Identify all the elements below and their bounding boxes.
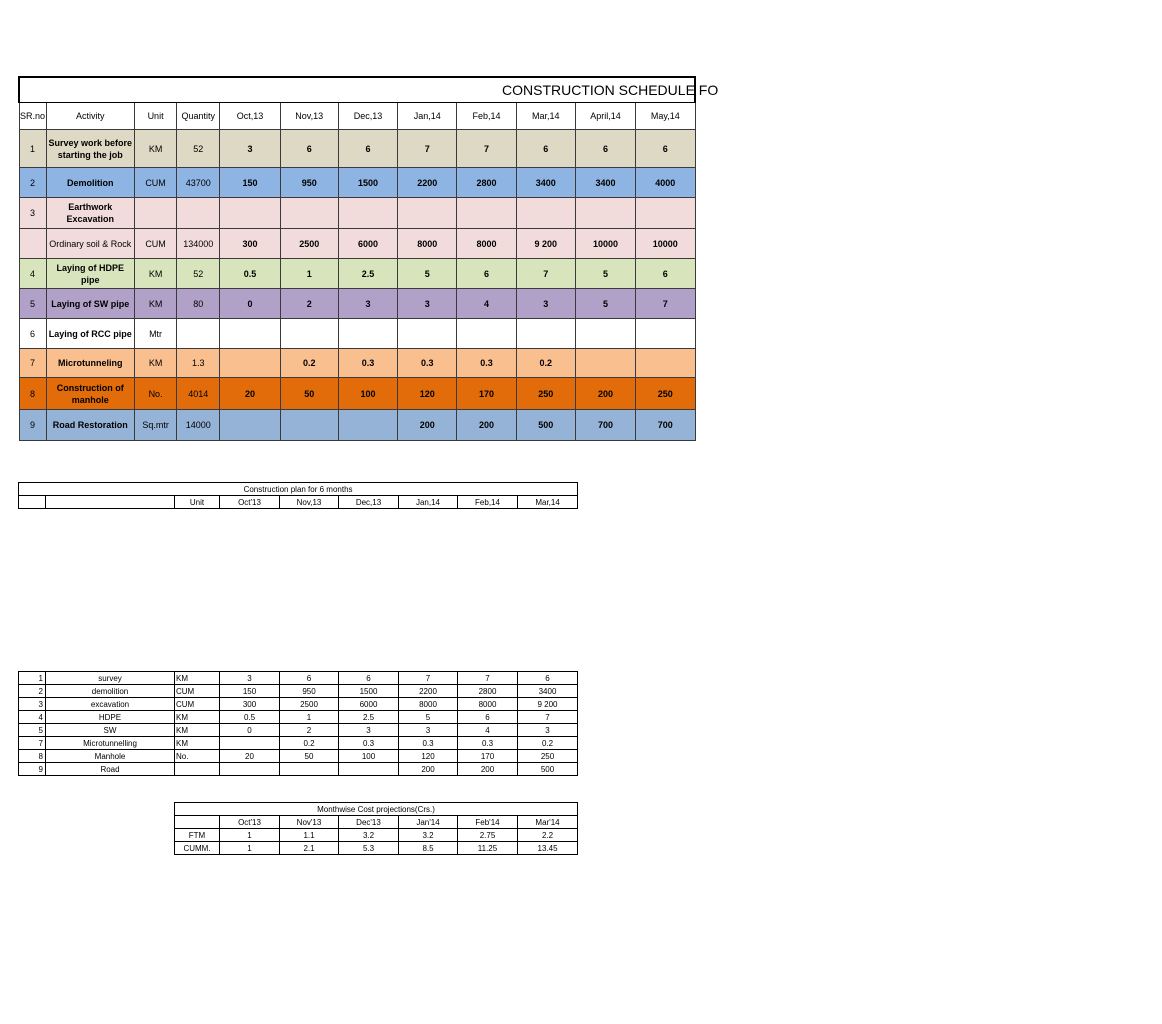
row-month-value: 200 [575,378,635,410]
summary-activity: demolition [46,685,175,698]
row-month-value: 200 [398,410,457,441]
row-quantity: 4014 [177,378,220,410]
summary-value [220,737,280,750]
row-activity: Survey work before starting the job [46,130,134,168]
schedule-row [19,229,695,259]
row-activity: Construction of manhole [46,378,134,410]
row-month-value: 500 [516,410,575,441]
plan-header-month: Dec,13 [339,496,399,509]
row-month-value: 700 [575,410,635,441]
summary-value: 0.5 [220,711,280,724]
row-month-value [575,319,635,349]
summary-value: 8000 [458,698,518,711]
row-month-value [398,198,457,229]
row-month-value: 9 200 [516,229,575,259]
row-month-value: 250 [636,378,695,410]
cost-value: 2.75 [458,829,518,842]
row-unit: CUM [134,168,176,198]
row-quantity: 52 [177,130,220,168]
row-month-value [457,198,516,229]
summary-value: 150 [220,685,280,698]
row-month-value: 6 [280,130,338,168]
row-month-value: 2200 [398,168,457,198]
row-unit: Mtr [134,319,176,349]
cost-projection-table [174,802,578,855]
header-month: Oct,13 [220,103,280,130]
summary-value: 6 [518,672,578,685]
plan-header-month: Nov,13 [280,496,339,509]
schedule-row [19,198,695,229]
row-month-value: 5 [575,289,635,319]
schedule-row [19,289,695,319]
row-month-value: 50 [280,378,338,410]
row-month-value: 2.5 [338,259,397,289]
summary-value: 2200 [399,685,458,698]
summary-value: 3 [399,724,458,737]
header-month: April,14 [575,103,635,130]
cost-value: 2.1 [280,842,339,855]
summary-value: 2 [280,724,339,737]
row-month-value [220,410,280,441]
cost-header-row [175,816,578,829]
row-month-value [338,410,397,441]
summary-index: 2 [19,685,46,698]
summary-value: 200 [399,763,458,776]
summary-index: 9 [19,763,46,776]
cost-value: 13.45 [518,842,578,855]
header-srno: SR.no [19,103,46,130]
summary-unit: KM [175,724,220,737]
summary-value: 8000 [399,698,458,711]
row-unit: KM [134,289,176,319]
summary-index: 8 [19,750,46,763]
row-month-value: 7 [636,289,695,319]
schedule-row [19,349,695,378]
summary-row [19,763,578,776]
row-month-value: 300 [220,229,280,259]
header-unit: Unit [134,103,176,130]
row-month-value: 0.5 [220,259,280,289]
summary-unit: KM [175,672,220,685]
cost-header-month: Jan'14 [399,816,458,829]
row-srno: 8 [19,378,46,410]
row-activity: Laying of SW pipe [46,289,134,319]
row-month-value: 0.3 [338,349,397,378]
summary-value: 6000 [339,698,399,711]
summary-row [19,724,578,737]
row-unit: CUM [134,229,176,259]
row-activity: Demolition [46,168,134,198]
row-month-value [575,198,635,229]
row-srno: 4 [19,259,46,289]
summary-value: 3 [220,672,280,685]
plan-header-row [19,496,578,509]
summary-value: 20 [220,750,280,763]
cost-label: CUMM. [175,842,220,855]
row-srno: 9 [19,410,46,441]
summary-value: 100 [339,750,399,763]
summary-row [19,685,578,698]
summary-value: 50 [280,750,339,763]
summary-value: 200 [458,763,518,776]
summary-value: 0.2 [280,737,339,750]
summary-table [18,671,578,776]
row-month-value: 0.2 [516,349,575,378]
row-unit: KM [134,259,176,289]
row-month-value [636,349,695,378]
row-srno: 2 [19,168,46,198]
summary-value: 2.5 [339,711,399,724]
row-srno: 1 [19,130,46,168]
cost-title: Monthwise Cost projections(Crs.) [175,803,578,816]
plan-header-blank [19,496,46,509]
row-month-value: 1500 [338,168,397,198]
row-month-value: 3 [398,289,457,319]
summary-activity: SW [46,724,175,737]
row-month-value: 4 [457,289,516,319]
cost-value: 1 [220,842,280,855]
row-month-value: 2500 [280,229,338,259]
row-month-value: 100 [338,378,397,410]
row-unit: KM [134,130,176,168]
row-month-value: 0.2 [280,349,338,378]
row-activity: Microtunneling [46,349,134,378]
row-month-value: 3 [516,289,575,319]
row-month-value: 6 [338,130,397,168]
summary-value: 7 [518,711,578,724]
row-month-value: 120 [398,378,457,410]
summary-value: 0.3 [339,737,399,750]
row-srno: 5 [19,289,46,319]
row-month-value: 0 [220,289,280,319]
summary-index: 4 [19,711,46,724]
row-month-value [280,319,338,349]
row-quantity: 134000 [177,229,220,259]
schedule-row [19,319,695,349]
schedule-row [19,130,695,168]
row-month-value: 6 [636,259,695,289]
summary-value: 0.3 [399,737,458,750]
row-month-value: 8000 [398,229,457,259]
row-month-value [280,410,338,441]
row-quantity: 43700 [177,168,220,198]
cost-value: 3.2 [399,829,458,842]
cost-value: 1.1 [280,829,339,842]
row-month-value [338,319,397,349]
summary-value: 5 [399,711,458,724]
summary-value: 170 [458,750,518,763]
cost-value: 2.2 [518,829,578,842]
summary-value [220,763,280,776]
summary-value: 7 [458,672,518,685]
summary-unit: KM [175,711,220,724]
row-month-value: 950 [280,168,338,198]
summary-value: 2800 [458,685,518,698]
row-unit: Sq.mtr [134,410,176,441]
row-month-value: 700 [636,410,695,441]
cost-header-blank [175,816,220,829]
row-month-value: 6 [516,130,575,168]
row-month-value: 7 [398,130,457,168]
summary-value: 6 [458,711,518,724]
summary-value [280,763,339,776]
row-month-value: 10000 [575,229,635,259]
summary-value: 3 [518,724,578,737]
row-quantity: 52 [177,259,220,289]
row-month-value: 170 [457,378,516,410]
row-month-value [636,319,695,349]
row-month-value: 3 [338,289,397,319]
row-month-value [636,198,695,229]
summary-value: 3 [339,724,399,737]
row-activity: Road Restoration [46,410,134,441]
header-activity: Activity [46,103,134,130]
summary-value: 7 [399,672,458,685]
cost-header-month: Mar'14 [518,816,578,829]
plan-header-month: Mar,14 [518,496,578,509]
cost-row [175,842,578,855]
row-month-value [220,349,280,378]
summary-value: 0.2 [518,737,578,750]
row-month-value: 6 [575,130,635,168]
row-month-value: 2800 [457,168,516,198]
plan-header-month: Feb,14 [458,496,518,509]
row-month-value [575,349,635,378]
summary-row [19,711,578,724]
row-month-value: 3400 [516,168,575,198]
row-month-value: 6000 [338,229,397,259]
row-month-value: 6 [457,259,516,289]
row-month-value [220,198,280,229]
schedule-header-row [19,103,695,130]
row-month-value: 150 [220,168,280,198]
summary-value: 6 [280,672,339,685]
row-srno: 6 [19,319,46,349]
row-month-value: 5 [575,259,635,289]
cost-value: 11.25 [458,842,518,855]
cost-row [175,829,578,842]
row-month-value: 3400 [575,168,635,198]
row-quantity: 1.3 [177,349,220,378]
row-month-value: 0.3 [398,349,457,378]
summary-value: 300 [220,698,280,711]
row-activity: Laying of RCC pipe [46,319,134,349]
row-month-value [338,198,397,229]
summary-value: 250 [518,750,578,763]
row-month-value: 250 [516,378,575,410]
row-month-value [516,198,575,229]
summary-row [19,750,578,763]
summary-index: 1 [19,672,46,685]
summary-unit [175,763,220,776]
cost-value: 3.2 [339,829,399,842]
summary-value: 9 200 [518,698,578,711]
row-month-value: 1 [280,259,338,289]
plan-header-blank [46,496,175,509]
summary-value: 1500 [339,685,399,698]
row-unit [134,198,176,229]
plan-header-unit: Unit [175,496,220,509]
plan-header-month: Jan,14 [399,496,458,509]
header-month: Dec,13 [338,103,397,130]
summary-index: 3 [19,698,46,711]
row-quantity: 14000 [177,410,220,441]
row-month-value: 20 [220,378,280,410]
row-month-value [457,319,516,349]
row-quantity [177,198,220,229]
row-month-value [280,198,338,229]
row-activity: Earthwork Excavation [46,198,134,229]
summary-row [19,737,578,750]
summary-activity: Manhole [46,750,175,763]
row-month-value [398,319,457,349]
summary-activity: survey [46,672,175,685]
header-month: Nov,13 [280,103,338,130]
row-month-value: 4000 [636,168,695,198]
summary-value: 4 [458,724,518,737]
row-month-value: 7 [457,130,516,168]
row-unit: No. [134,378,176,410]
summary-unit: CUM [175,685,220,698]
row-month-value: 10000 [636,229,695,259]
cost-header-month: Dec'13 [339,816,399,829]
summary-value: 120 [399,750,458,763]
row-quantity: 80 [177,289,220,319]
row-unit: KM [134,349,176,378]
summary-value: 500 [518,763,578,776]
summary-index: 7 [19,737,46,750]
row-month-value: 8000 [457,229,516,259]
row-month-value: 6 [636,130,695,168]
schedule-title: CONSTRUCTION SCHEDULE FO [502,82,719,98]
cost-label: FTM [175,829,220,842]
summary-activity: Road [46,763,175,776]
summary-row [19,698,578,711]
summary-value: 1 [280,711,339,724]
row-month-value: 0.3 [457,349,516,378]
header-month: May,14 [636,103,695,130]
summary-row [19,672,578,685]
row-srno: 3 [19,198,46,229]
summary-unit: KM [175,737,220,750]
plan-header-month: Oct'13 [220,496,280,509]
summary-value [339,763,399,776]
construction-schedule-table [18,76,719,441]
summary-activity: excavation [46,698,175,711]
summary-value: 0 [220,724,280,737]
row-activity: Ordinary soil & Rock [46,229,134,259]
row-srno [19,229,46,259]
summary-index: 5 [19,724,46,737]
row-month-value: 2 [280,289,338,319]
cost-header-month: Nov'13 [280,816,339,829]
schedule-row [19,410,695,441]
cost-value: 1 [220,829,280,842]
cost-value: 8.5 [399,842,458,855]
summary-activity: HDPE [46,711,175,724]
row-month-value: 5 [398,259,457,289]
summary-value: 3400 [518,685,578,698]
header-month: Jan,14 [398,103,457,130]
schedule-title-cell [19,77,719,103]
schedule-row [19,378,695,410]
header-quantity: Quantity [177,103,220,130]
row-quantity [177,319,220,349]
summary-unit: CUM [175,698,220,711]
summary-value: 6 [339,672,399,685]
cost-header-month: Oct'13 [220,816,280,829]
cost-header-month: Feb'14 [458,816,518,829]
row-month-value [516,319,575,349]
row-month-value: 7 [516,259,575,289]
summary-value: 950 [280,685,339,698]
row-activity: Laying of HDPE pipe [46,259,134,289]
summary-value: 2500 [280,698,339,711]
row-month-value: 3 [220,130,280,168]
header-month: Mar,14 [516,103,575,130]
summary-activity: Microtunnelling [46,737,175,750]
header-month: Feb,14 [457,103,516,130]
summary-unit: No. [175,750,220,763]
construction-plan-table [18,482,578,509]
plan-title: Construction plan for 6 months [19,483,578,496]
summary-value: 0.3 [458,737,518,750]
schedule-row [19,259,695,289]
row-month-value: 200 [457,410,516,441]
row-srno: 7 [19,349,46,378]
row-month-value [220,319,280,349]
cost-value: 5.3 [339,842,399,855]
schedule-row [19,168,695,198]
